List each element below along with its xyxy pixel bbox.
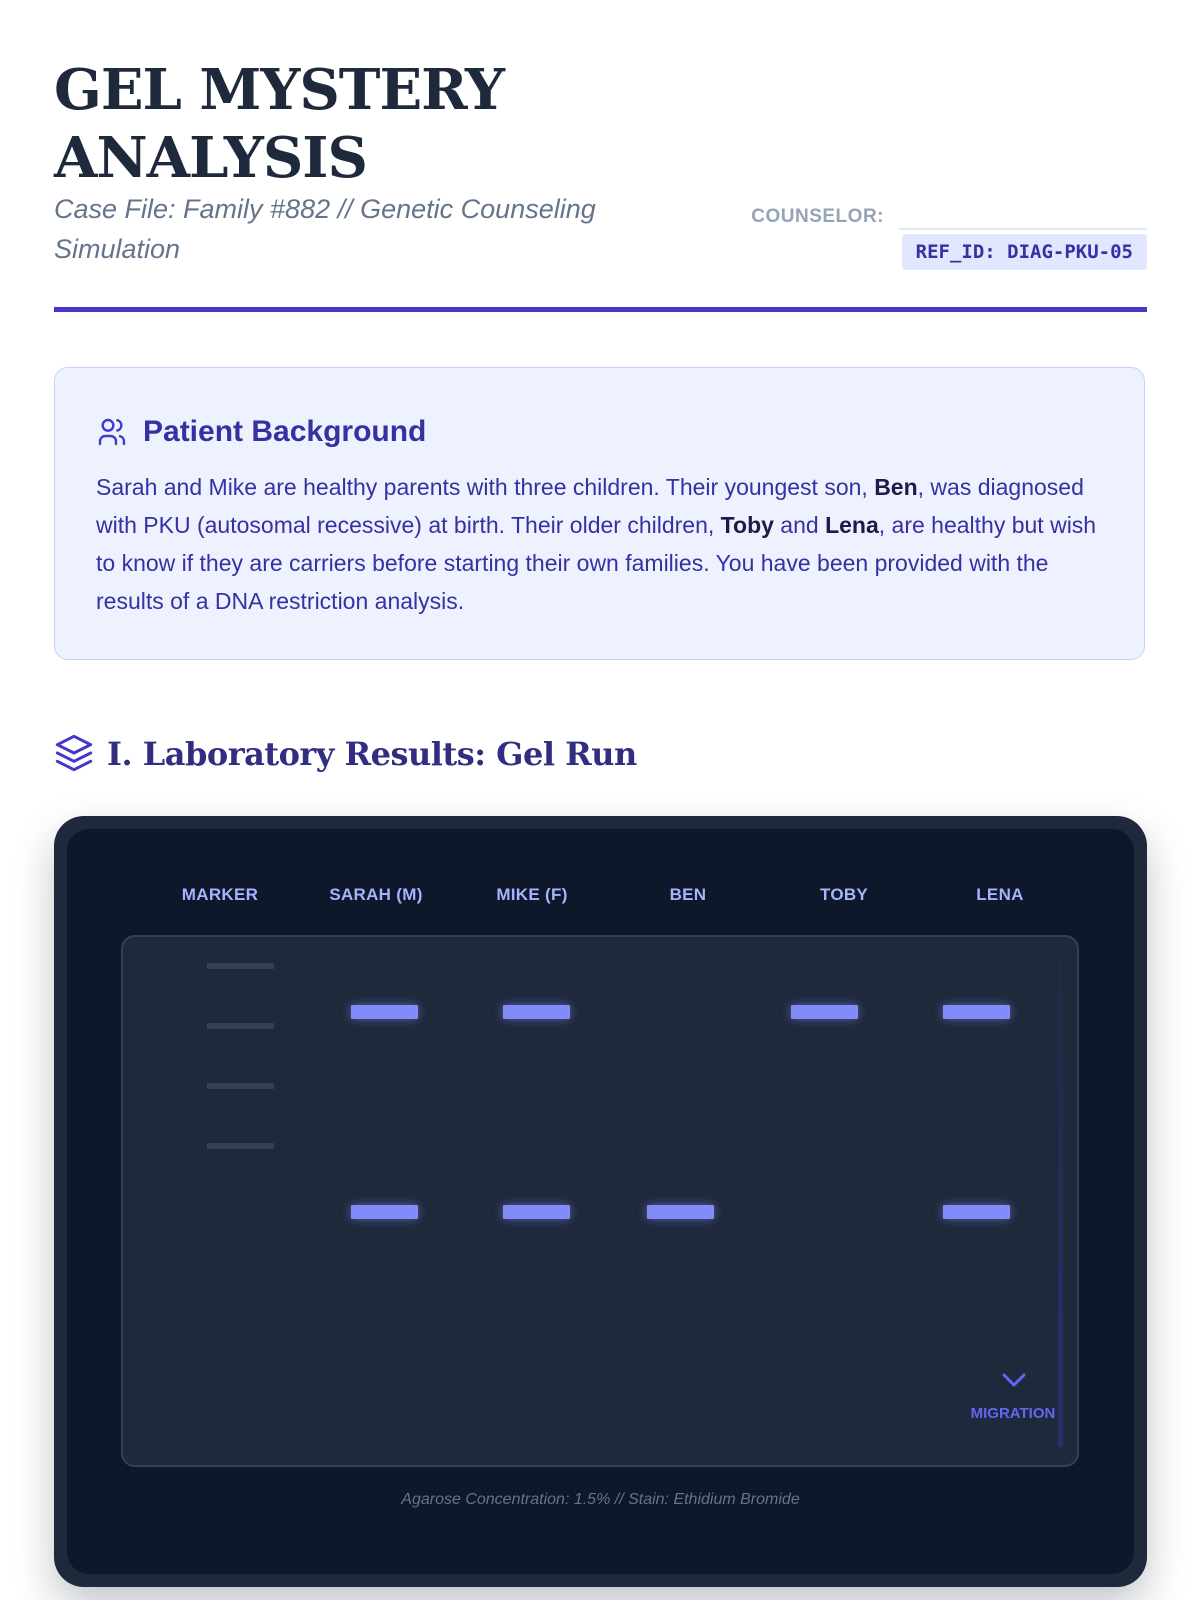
marker-ladder-band <box>207 963 274 969</box>
page-title-line-2: ANALYSIS <box>54 125 367 191</box>
gel-panel-inner <box>67 829 1134 1574</box>
patient-background-text <box>96 468 1101 620</box>
gel-band-ben-lower <box>647 1205 714 1219</box>
page-subtitle: Case File: Family #882 // Genetic Counseling Simulation <box>54 194 596 264</box>
gel-band-mike-upper <box>503 1005 570 1019</box>
marker-ladder-band <box>207 1143 274 1149</box>
patient-background-title: Patient Background <box>143 415 427 448</box>
background-text-part: and <box>773 512 826 538</box>
gel-panel <box>54 816 1147 1587</box>
gel-band-sarah-lower <box>351 1205 418 1219</box>
lane-label-marker: MARKER <box>181 885 259 904</box>
lane-label-mike: MIKE (F) <box>496 885 568 904</box>
background-text-part: , was diagnosed with PKU (autosomal recessive) at birth. Their older children, <box>96 474 1084 538</box>
gel-footer-note: Agarose Concentration: 1.5% // Stain: Ethidium Bromide <box>401 1491 800 1508</box>
patient-name-lena: Lena <box>825 512 879 538</box>
gel-slab <box>121 935 1079 1467</box>
page-title-line-1: GEL MYSTERY <box>54 57 504 123</box>
chevron-down-icon <box>1001 1369 1027 1391</box>
background-text-part: Sarah and Mike are healthy parents with three children. Their youngest son, <box>96 474 875 500</box>
marker-ladder-band <box>207 1023 274 1029</box>
lane-label-toby: TOBY <box>819 885 869 904</box>
layers-icon <box>54 733 94 773</box>
lane-label-sarah: SARAH (M) <box>329 885 423 904</box>
counselor-input-line[interactable] <box>899 228 1147 230</box>
background-text-part: , are healthy but wish to know if they are carriers before starting their own families. You have been provided with the results of a DNA restriction analysis. <box>96 512 1097 614</box>
page <box>54 0 1147 1600</box>
migration-label: MIGRATION <box>970 1405 1056 1422</box>
ref-id-badge: REF_ID: DIAG-PKU-05 <box>902 234 1147 270</box>
lane-label-lena: LENA <box>976 885 1024 904</box>
migration-indicator <box>943 1369 1083 1429</box>
gel-band-lena-upper <box>943 1005 1010 1019</box>
header-divider <box>54 307 1147 312</box>
gel-band-sarah-upper <box>351 1005 418 1019</box>
gel-band-mike-lower <box>503 1205 570 1219</box>
patient-background-card <box>54 367 1145 660</box>
lane-label-ben: BEN <box>669 885 707 904</box>
marker-ladder-band <box>207 1083 274 1089</box>
counselor-label: COUNSELOR: <box>751 206 884 227</box>
users-icon <box>96 416 128 448</box>
patient-name-toby: Toby <box>720 512 774 538</box>
counselor-field <box>734 200 1147 230</box>
page-title <box>54 56 674 192</box>
gel-band-toby-upper <box>791 1005 858 1019</box>
gel-band-lena-lower <box>943 1205 1010 1219</box>
page-header <box>54 56 1147 312</box>
lab-results-section-title: I. Laboratory Results: Gel Run <box>107 735 637 773</box>
patient-name-ben: Ben <box>874 474 918 500</box>
